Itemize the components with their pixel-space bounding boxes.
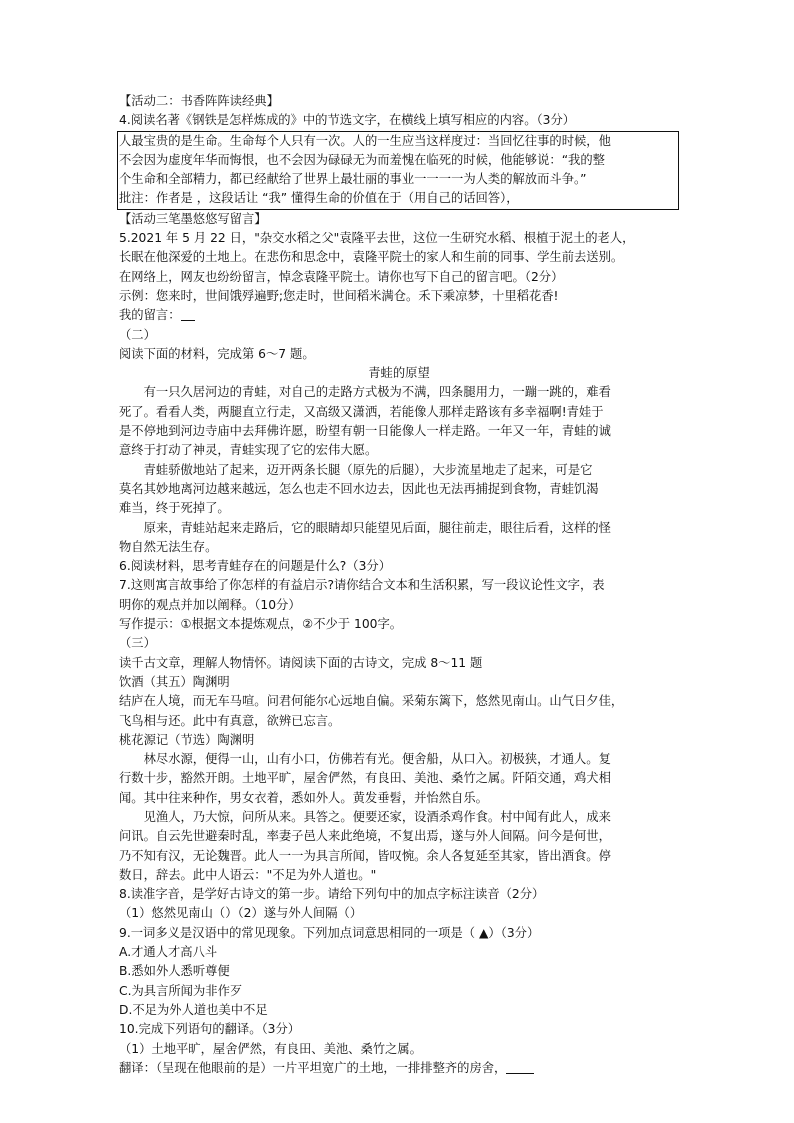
section-3-intro: 读千古文章，理解人物情怀。请阅读下面的古诗文，完成 8～11 题 bbox=[119, 655, 483, 670]
option-b: B.悉如外人悉听尊便 bbox=[119, 964, 230, 979]
section-2-heading: （二） bbox=[119, 327, 156, 342]
question-8-items: （1）悠然见南山（）（2）遂与外人间隔（） bbox=[119, 906, 363, 921]
poem-title: 饮酒（其五）陶渊明 bbox=[119, 674, 230, 689]
quote-line: 人最宝贵的是生命。生命每个人只有一次。人的一生应当这样度过：当回忆往事的时候，他 bbox=[119, 133, 611, 148]
story-line: 青蛙骄傲地站了起来，迈开两条长腿（原先的后腿），大步流星地走了起来，可是它 bbox=[143, 462, 593, 477]
option-a: A.才通人才高八斗 bbox=[119, 945, 218, 960]
translation-blank[interactable] bbox=[506, 1060, 534, 1074]
story-line: 难当，终于死掉了。 bbox=[119, 501, 230, 516]
activity3-heading: 【活动三笔墨悠悠写留言】 bbox=[119, 211, 267, 226]
activity2-heading: 【活动二：书香阵阵读经典】 bbox=[119, 94, 279, 108]
question-10-item: （1）土地平旷，屋舍俨然，有良田、美池、桑竹之属。 bbox=[119, 1041, 422, 1056]
prose-line: 问讯。自云先世避秦时乱，率妻子邑人来此绝境，不复出焉，遂与外人间隔。问今是何世， bbox=[119, 829, 611, 844]
prose-line: 乃不知有汉，无论魏晋。此人一一为具言所闻，皆叹惋。余人各复延至其家，皆出酒食。停 bbox=[119, 848, 611, 863]
answer-blank[interactable] bbox=[181, 307, 195, 321]
question-9: 9.一词多义是汉语中的常见现象。下列加点词意思相同的一项是（ ▲）（3分） bbox=[119, 925, 540, 940]
question-6: 6.阅读材料，思考青蛙存在的问题是什么?（3分） bbox=[119, 559, 392, 574]
question-8: 8.读准字音，是学好古诗文的第一步。请给下列句中的加点字标注读音（2分） bbox=[119, 887, 545, 902]
prose-title: 桃花源记（节选）陶渊明 bbox=[119, 732, 255, 747]
section-2-intro: 阅读下面的材料，完成第 6～7 题。 bbox=[119, 346, 315, 361]
question-5-line: 在网络上，网友也纷纷留言，悼念袁隆平院士。请你也写下自己的留言吧。（2分） bbox=[119, 269, 564, 284]
translation-row bbox=[119, 1059, 679, 1078]
option-c: C.为具言所闻为非作歹 bbox=[119, 983, 243, 998]
quote-line: 不会因为虚度年华而悔恨，也不会因为碌碌无为而羞愧在临死的时候，他能够说：“我的整 bbox=[119, 152, 605, 167]
translation-text: 翻译：（呈现在他眼前的是）一片平坦宽广的土地，一排排整齐的房舍， bbox=[119, 1060, 507, 1075]
question-4: 4.阅读名著《钢铁是怎样炼成的》中的节选文字，在横线上填写相应的内容。（3分） bbox=[119, 113, 576, 128]
story-line: 是不停地到河边寺庙中去拜佛许愿，盼望有朝一日能像人一样走路。一年又一年，青蛙的诚 bbox=[119, 424, 611, 439]
prose-line: 林尽水源，便得一山，山有小口，仿佛若有光。便舍船，从口入。初极狭，才通人。复 bbox=[143, 752, 611, 767]
story-line: 莫名其妙地离河边越来越远，怎么也走不回水边去，因此也无法再捕捉到食物，青蛙饥渴 bbox=[119, 481, 599, 496]
question-5-line: 长眠在他深爱的土地上。在悲伤和思念中，袁隆平院士的家人和生前的同事、学生前去送别。 bbox=[119, 250, 624, 265]
prose-line: 见渔人，乃大惊，问所从来。具答之。便要还家，设酒杀鸡作食。村中闻有此人，成来 bbox=[143, 809, 611, 824]
poem-line: 结庐在人境，而无车马喧。问君何能尔心远地自偏。采菊东篱下，悠然见南山。山气日夕佳， bbox=[119, 694, 624, 709]
question-5-line: 5.2021 年 5 月 22 日，"杂交水稻之父"袁隆平去世，这位一生研究水稻、根植于泥土的老人， bbox=[119, 231, 635, 246]
quote-annotation: 批注：作者是 ，这段话让 “我” 懂得生命的价值在于（用自己的话回答）， bbox=[119, 191, 519, 206]
exam-page bbox=[119, 92, 679, 1078]
story-line: 有一只久居河边的青蛙，对自己的走路方式极为不满，四条腿用力，一蹦一跳的，难看 bbox=[143, 385, 611, 400]
quote-box bbox=[117, 131, 679, 210]
story-title: 青蛙的原望 bbox=[368, 366, 430, 381]
my-message-label: 我的留言： bbox=[119, 308, 181, 323]
option-d: D.不足为外人道也美中不足 bbox=[119, 1002, 268, 1017]
question-5-example: 示例：您来时，世间饿殍遍野;您走时，世间稻米满仓。禾下乘凉梦，十里稻花香! bbox=[119, 288, 559, 303]
story-line: 物自然无法生存。 bbox=[119, 539, 218, 554]
prose-line: 闻。其中往来种作，男女衣着，悉如外人。黄发垂髫，并怡然自乐。 bbox=[119, 790, 488, 805]
poem-line: 飞鸟相与还。此中有真意，欲辨已忘言。 bbox=[119, 713, 341, 728]
story-line: 死了。看看人类，两腿直立行走，又高级又潇洒，若能像人那样走路该有多幸福啊!青娃于 bbox=[119, 404, 604, 419]
question-10: 10.完成下列语句的翻译。（3分） bbox=[119, 1022, 301, 1037]
prose-line: 行数十步，豁然开朗。土地平旷，屋舍俨然，有良田、美池、桑竹之属。阡陌交通，鸡犬相 bbox=[119, 771, 611, 786]
question-7-line: 明你的观点并加以阐释。（10分） bbox=[119, 597, 301, 612]
story-line: 意终于打动了神灵，青蛙实现了它的宏伟大愿。 bbox=[119, 443, 378, 458]
section-3-heading: （三） bbox=[119, 636, 156, 651]
quote-line: 个生命和全部精力，都已经献给了世界上最壮丽的事业一一一一为人类的解放而斗争。” bbox=[119, 172, 587, 187]
question-7-line: 7.这则寓言故事给了你怎样的有益启示?请你结合文本和生活积累，写一段议论性文字，表 bbox=[119, 578, 605, 593]
my-message-row bbox=[119, 306, 679, 325]
writing-hint: 写作提示：①根据文本提炼观点，②不少于 100字。 bbox=[119, 617, 403, 632]
story-line: 原来，青蛙站起来走路后，它的眼睛却只能望见后面，腿往前走，眼往后看，这样的怪 bbox=[143, 520, 611, 535]
prose-line: 数日，辞去。此中人语云："不足为外人道也。" bbox=[119, 867, 377, 882]
